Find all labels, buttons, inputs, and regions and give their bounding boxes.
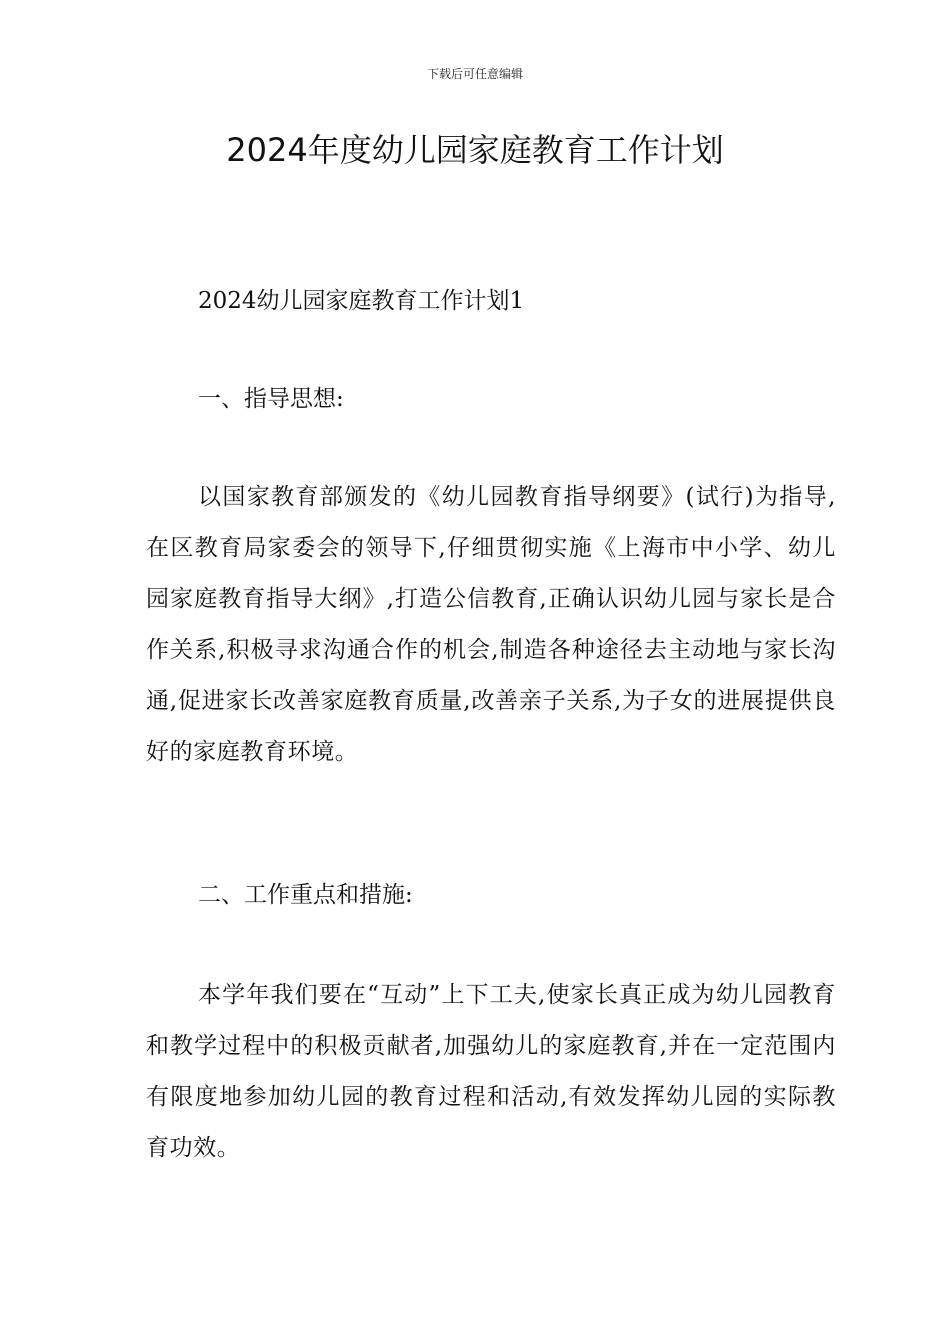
paragraph-work-focus: 本学年我们要在“互动”上下工夫,使家长真正成为幼儿园教育和教学过程中的积极贡献者,加强幼儿的家庭教育,并在一定范围内有限度地参加幼儿园的教育过程和活动,有效发挥幼儿园的实际教育功效。 (146, 982, 836, 1161)
document-title: 2024年度幼儿园家庭教育工作计划 (226, 131, 724, 169)
heading-work-focus: 二、工作重点和措施: (198, 882, 413, 908)
paragraph-guiding-ideology: 以国家教育部颁发的《幼儿园教育指导纲要》(试行)为指导,在区教育局家委会的领导下,仔细贯彻实施《上海市中小学、幼儿园家庭教育指导大纲》,打造公信教育,正确认识幼儿园与家长是合作关系,积极寻求沟通合作的机会,制造各种途径去主动地与家长沟通,促进家长改善家庭教育质量,改善亲子关系,为子女的进展提供良好的家庭教育环境。 (146, 484, 836, 765)
heading-guiding-ideology: 一、指导思想: (198, 386, 344, 412)
section-title: 2024幼儿园家庭教育工作计划1 (198, 288, 525, 314)
header-note: 下载后可任意编辑 (426, 67, 523, 81)
